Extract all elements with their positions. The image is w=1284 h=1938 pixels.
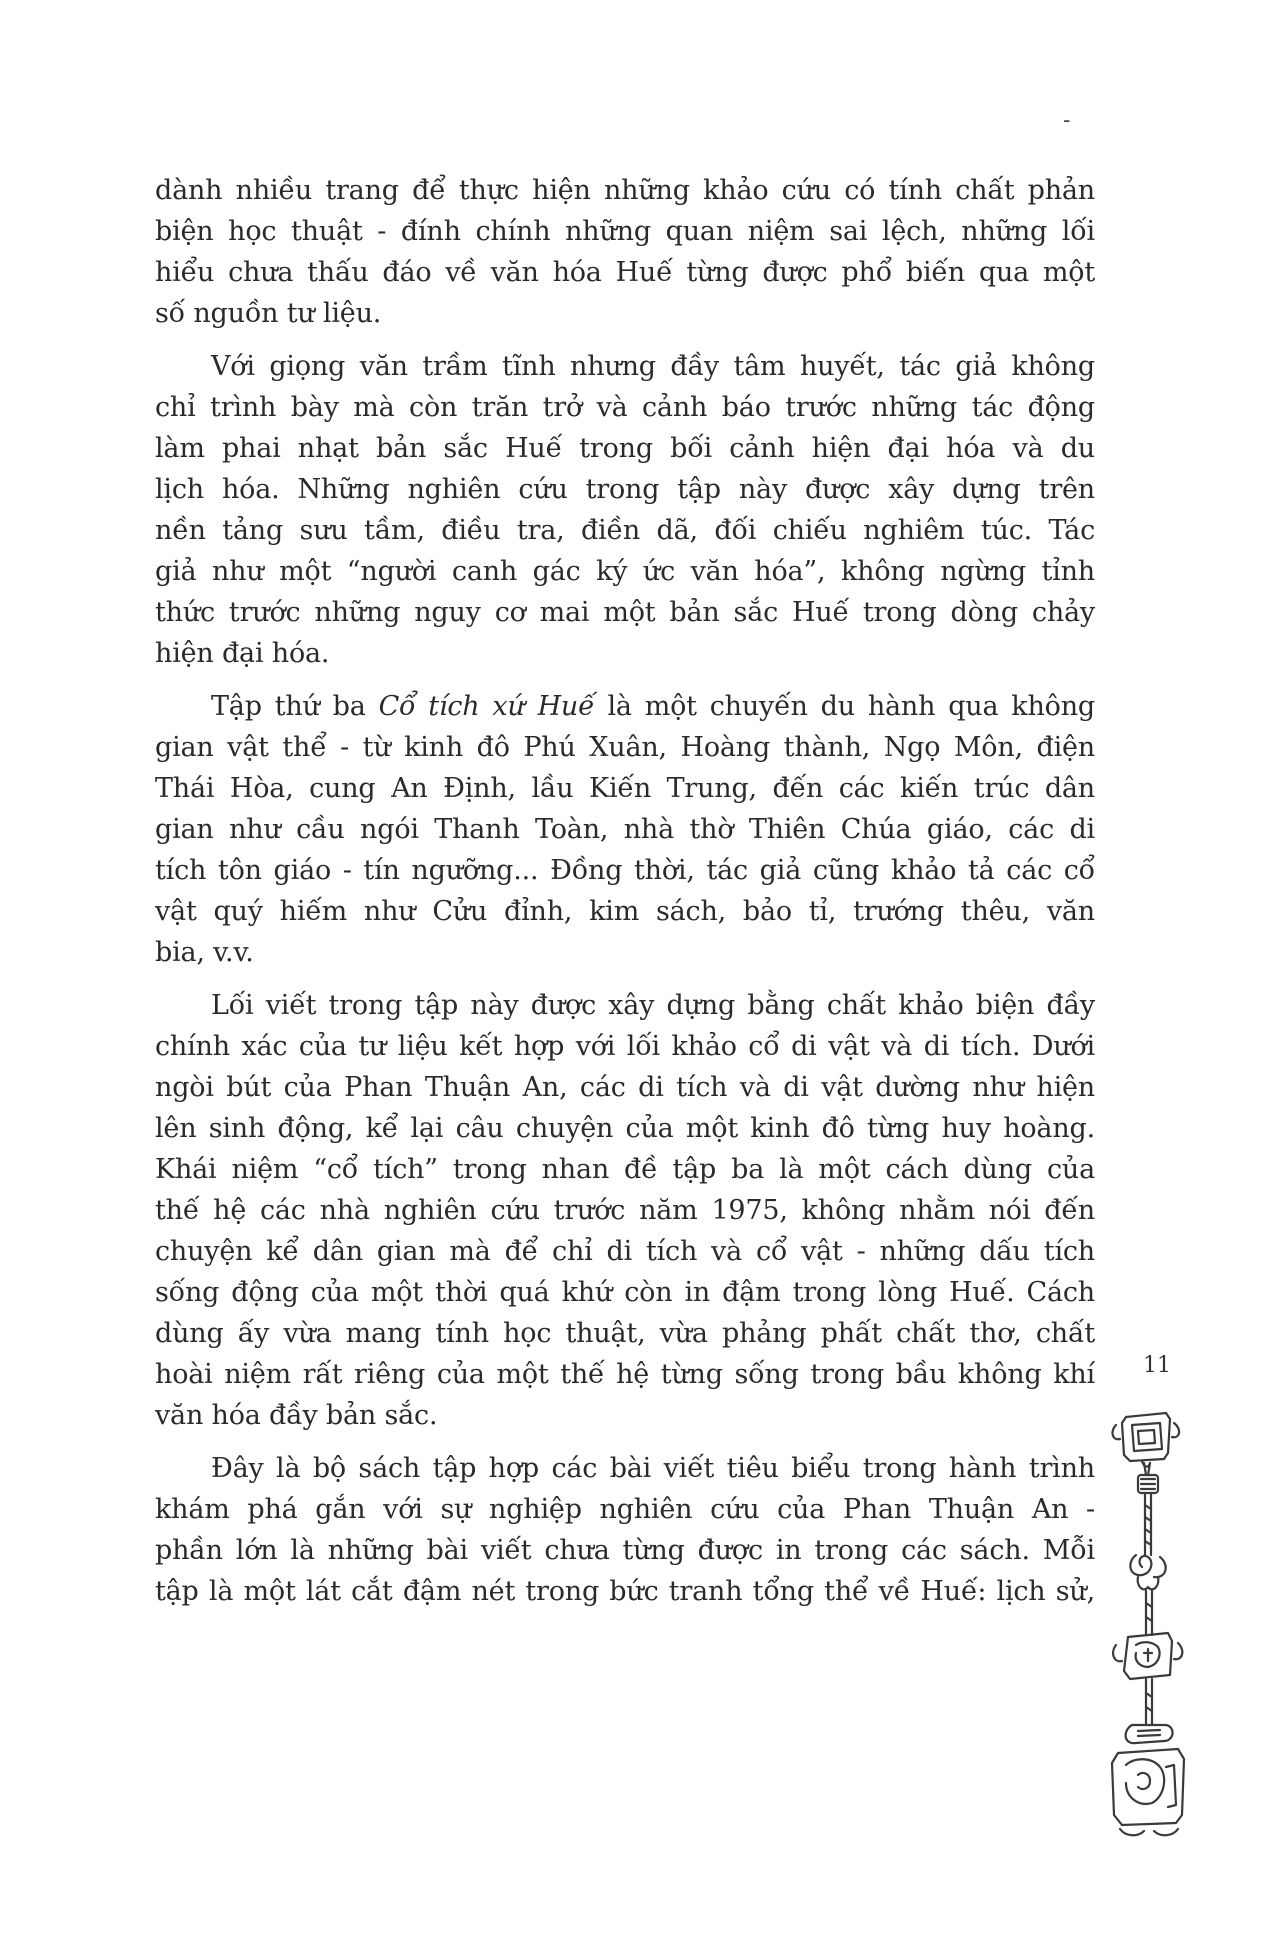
paragraph-4 [155, 985, 1095, 1436]
paragraph-5 [155, 1448, 1095, 1612]
text-line: chính xác của tư liệu kết hợp với lối khảo cổ di vật và di tích. Dưới [155, 1031, 1095, 1062]
text-line: hiểu chưa thấu đáo về văn hóa Huế từng được phổ biến qua một [155, 257, 1095, 288]
page-number: 11 [1143, 1353, 1171, 1378]
text-line: sống động của một thời quá khứ còn in đậm trong lòng Huế. Cách [155, 1277, 1095, 1308]
text-line: văn hóa đầy bản sắc. [155, 1400, 438, 1431]
text-line: dùng ấy vừa mang tính học thuật, vừa phảng phất chất thơ, chất [155, 1318, 1095, 1349]
text-line: tập là một lát cắt đậm nét trong bức tranh tổng thể về Huế: lịch sử, [155, 1576, 1095, 1607]
text-line: Lối viết trong tập này được xây dựng bằng chất khảo biện đầy [211, 990, 1095, 1021]
text-line: thế hệ các nhà nghiên cứu trước năm 1975, không nhằm nói đến [155, 1195, 1095, 1226]
text-line: Thái Hòa, cung An Định, lầu Kiến Trung, đến các kiến trúc dân [155, 773, 1095, 804]
text-line: chuyện kể dân gian mà để chỉ di tích và cổ vật - những dấu tích [155, 1236, 1095, 1267]
text-line: bia, v.v. [155, 937, 254, 968]
paragraph-1 [155, 170, 1095, 334]
text-line: số nguồn tư liệu. [155, 298, 382, 329]
body-text [155, 170, 1095, 1624]
text-line: vật quý hiếm như Cửu đỉnh, kim sách, bảo tỉ, trướng thêu, văn [155, 896, 1095, 927]
text-fragment: Tập thứ ba [211, 691, 379, 722]
header-dash: - [1063, 108, 1071, 133]
text-line: gian vật thể - từ kinh đô Phú Xuân, Hoàng thành, Ngọ Môn, điện [155, 732, 1095, 763]
text-line: khám phá gắn với sự nghiệp nghiên cứu của Phan Thuận An - [155, 1494, 1095, 1525]
text-line: hoài niệm rất riêng của một thế hệ từng sống trong bầu không khí [155, 1359, 1095, 1390]
text-line: Đây là bộ sách tập hợp các bài viết tiêu biểu trong hành trình [211, 1453, 1095, 1484]
text-line: lên sinh động, kể lại câu chuyện của một kinh đô từng huy hoàng. [155, 1113, 1095, 1144]
text-line: giả như một “người canh gác ký ức văn hóa”, không ngừng tỉnh [155, 556, 1095, 587]
text-fragment: là một chuyến du hành qua không [594, 691, 1095, 722]
text-line: lịch hóa. Những nghiên cứu trong tập này được xây dựng trên [155, 474, 1095, 505]
decorative-vertical-ornament-icon [1108, 1405, 1203, 1845]
text-line: dành nhiều trang để thực hiện những khảo cứu có tính chất phản [155, 175, 1095, 206]
paragraph-3 [155, 686, 1095, 973]
text-line [155, 686, 1095, 727]
text-line: Khái niệm “cổ tích” trong nhan đề tập ba là một cách dùng của [155, 1154, 1095, 1185]
text-line: tích tôn giáo - tín ngưỡng... Đồng thời, tác giả cũng khảo tả các cổ [155, 855, 1095, 886]
text-line: thức trước những nguy cơ mai một bản sắc Huế trong dòng chảy [155, 597, 1095, 628]
text-line: phần lớn là những bài viết chưa từng được in trong các sách. Mỗi [155, 1535, 1095, 1566]
text-line: làm phai nhạt bản sắc Huế trong bối cảnh hiện đại hóa và du [155, 433, 1095, 464]
text-line: hiện đại hóa. [155, 638, 330, 669]
text-line: nền tảng sưu tầm, điều tra, điền dã, đối chiếu nghiêm túc. Tác [155, 515, 1095, 546]
text-line: ngòi bút của Phan Thuận An, các di tích và di vật dường như hiện [155, 1072, 1095, 1103]
text-line: Với giọng văn trầm tĩnh nhưng đầy tâm huyết, tác giả không [211, 351, 1095, 382]
text-line: gian như cầu ngói Thanh Toàn, nhà thờ Thiên Chúa giáo, các di [155, 814, 1095, 845]
text-line: chỉ trình bày mà còn trăn trở và cảnh báo trước những tác động [155, 392, 1095, 423]
text-line: biện học thuật - đính chính những quan niệm sai lệch, những lối [155, 216, 1095, 247]
book-title-italic: Cổ tích xứ Huế [378, 691, 595, 722]
paragraph-2 [155, 346, 1095, 674]
